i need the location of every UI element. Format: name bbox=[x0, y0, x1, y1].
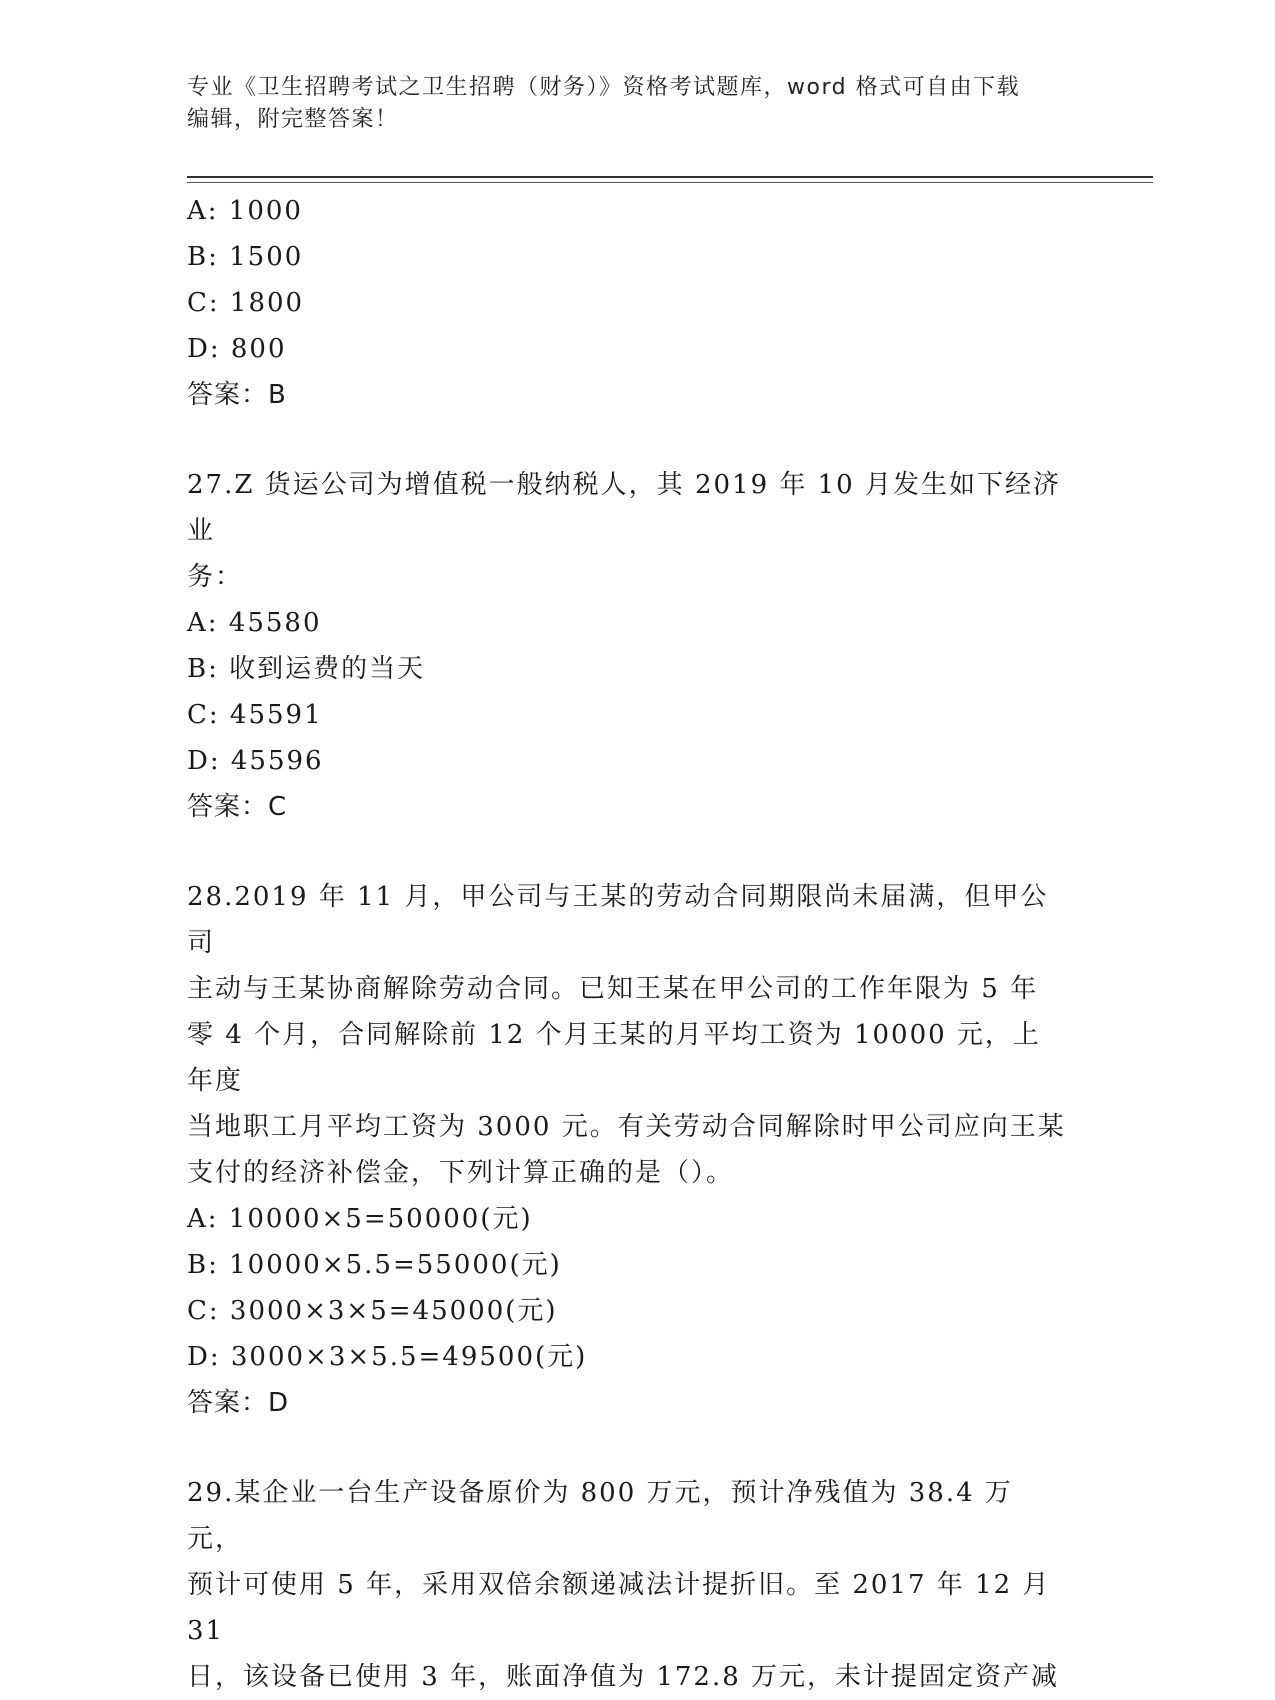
option-d: D: 800 bbox=[187, 334, 287, 364]
answer-line: 答案：D bbox=[187, 1388, 290, 1418]
question-stem-line: 预计可使用 5 年，采用双倍余额递减法计提折旧。至 2017 年 12 月 31 bbox=[187, 1570, 1051, 1646]
option-b: B: 10000×5.5=55000(元) bbox=[187, 1250, 562, 1280]
question-27 bbox=[187, 462, 1067, 830]
question-stem-line: 务： bbox=[187, 562, 244, 592]
option-a: A: 1000 bbox=[187, 196, 303, 226]
question-stem-line: 27.Z 货运公司为增值税一般纳税人，其 2019 年 10 月发生如下经济业 bbox=[187, 470, 1061, 546]
header-line-1: 专业《卫生招聘考试之卫生招聘（财务）》资格考试题库，word 格式可自由下载 bbox=[187, 75, 1021, 100]
option-c: C: 45591 bbox=[187, 700, 323, 730]
spacer bbox=[187, 418, 1067, 462]
question-list bbox=[187, 188, 1067, 1700]
option-d: D: 45596 bbox=[187, 746, 324, 776]
header-rule-thin bbox=[187, 182, 1153, 183]
question-stem-line: 主动与王某协商解除劳动合同。已知王某在甲公司的工作年限为 5 年 bbox=[187, 974, 1039, 1004]
question-26 bbox=[187, 188, 1067, 418]
answer-line: 答案：C bbox=[187, 792, 288, 822]
option-a: A: 10000×5=50000(元) bbox=[187, 1204, 533, 1234]
option-b: B: 1500 bbox=[187, 242, 304, 272]
spacer bbox=[187, 830, 1067, 874]
option-a: A: 45580 bbox=[187, 608, 322, 638]
question-stem-line: 28.2019 年 11 月，甲公司与王某的劳动合同期限尚未届满，但甲公司 bbox=[187, 882, 1049, 958]
question-29 bbox=[187, 1470, 1067, 1700]
question-stem-line: 当地职工月平均工资为 3000 元。有关劳动合同解除时甲公司应向王某 bbox=[187, 1112, 1066, 1142]
option-b: B: 收到运费的当天 bbox=[187, 654, 426, 684]
question-stem-line: 支付的经济补偿金，下列计算正确的是（）。 bbox=[187, 1158, 735, 1188]
document-header bbox=[187, 72, 1067, 136]
answer-line: 答案：B bbox=[187, 380, 287, 410]
question-stem-line: 日，该设备已使用 3 年，账面净值为 172.8 万元，未计提固定资产减 bbox=[187, 1662, 1060, 1692]
header-rule-thick bbox=[187, 176, 1153, 178]
option-c: C: 3000×3×5=45000(元) bbox=[187, 1296, 558, 1326]
header-line-2: 编辑，附完整答案！ bbox=[187, 107, 399, 132]
option-c: C: 1800 bbox=[187, 288, 305, 318]
option-d: D: 3000×3×5.5=49500(元) bbox=[187, 1342, 588, 1372]
question-stem-line: 29.某企业一台生产设备原价为 800 万元，预计净残值为 38.4 万元， bbox=[187, 1478, 1013, 1554]
spacer bbox=[187, 1426, 1067, 1470]
question-28 bbox=[187, 874, 1067, 1426]
question-stem-line: 零 4 个月，合同解除前 12 个月王某的月平均工资为 10000 元，上年度 bbox=[187, 1020, 1041, 1096]
